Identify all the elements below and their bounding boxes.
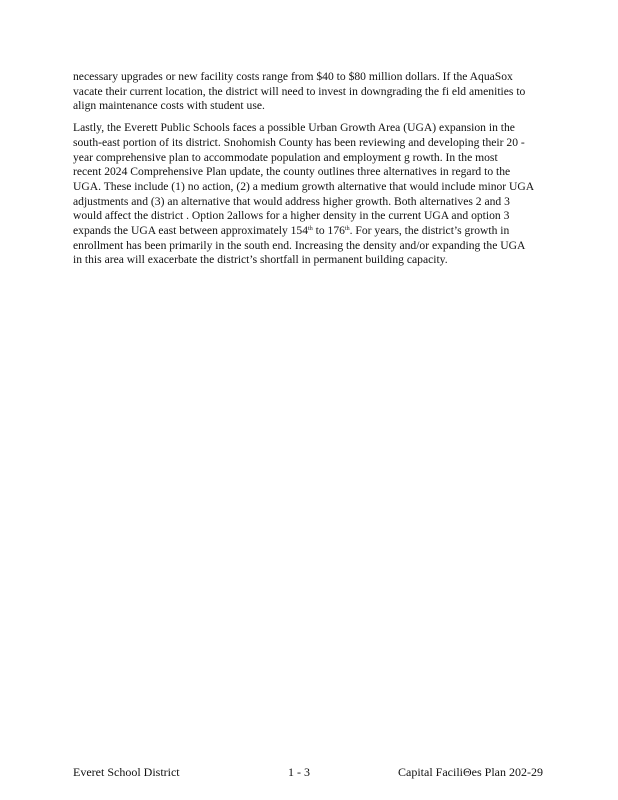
text-line: year comprehensive plan to accommodate population and employment g rowth. In the most xyxy=(73,150,498,164)
text-line: adjustments and (3) an alternative that would address higher growth. Both alternatives 2 and 3 xyxy=(73,194,510,208)
text-line: align maintenance costs with student use. xyxy=(73,99,265,113)
text-line-with-superscripts xyxy=(73,224,563,239)
text-segment: to 176 xyxy=(312,224,345,238)
text-line: necessary upgrades or new facility costs range from $40 to $80 million dollars. If the AquaSox xyxy=(73,70,513,83)
ordinal-superscript: th xyxy=(308,226,313,233)
footer-plan-title: Capital FaciliΘes Plan 202-29 xyxy=(398,765,543,779)
text-line: in this area will exacerbate the district’s shortfall in permanent building capacity. xyxy=(73,253,448,267)
text-segment: . For years, the district’s growth in xyxy=(349,224,510,238)
text-line: recent 2024 Comprehensive Plan update, the county outlines three alternatives in regard to the xyxy=(73,165,511,179)
text-line: UGA. These include (1) no action, (2) a medium growth alternative that would include minor UGA xyxy=(73,179,535,193)
text-line: enrollment has been primarily in the south end. Increasing the density and/or expanding the UGA xyxy=(73,238,526,252)
text-line: Lastly, the Everett Public Schools faces a possible Urban Growth Area (UGA) expansion in the xyxy=(73,121,515,135)
paragraph-uga-expansion xyxy=(73,121,563,268)
paragraph-facility-costs xyxy=(73,70,563,114)
text-line: vacate their current location, the district will need to invest in downgrading the fi eld amenities to xyxy=(73,84,526,98)
text-line: would affect the district . Option 2allows for a higher density in the current UGA and option 3 xyxy=(73,209,510,223)
page-footer xyxy=(0,764,618,782)
text-line: south-east portion of its district. Snohomish County has been reviewing and developing their 20 - xyxy=(73,135,525,149)
footer-district-name: Everet School District xyxy=(73,765,180,779)
footer-page-number: 1 - 3 xyxy=(288,765,310,779)
document-body xyxy=(73,70,563,275)
ordinal-superscript: th xyxy=(344,226,350,233)
text-segment: expands the UGA east between approximately 154 xyxy=(73,224,309,238)
